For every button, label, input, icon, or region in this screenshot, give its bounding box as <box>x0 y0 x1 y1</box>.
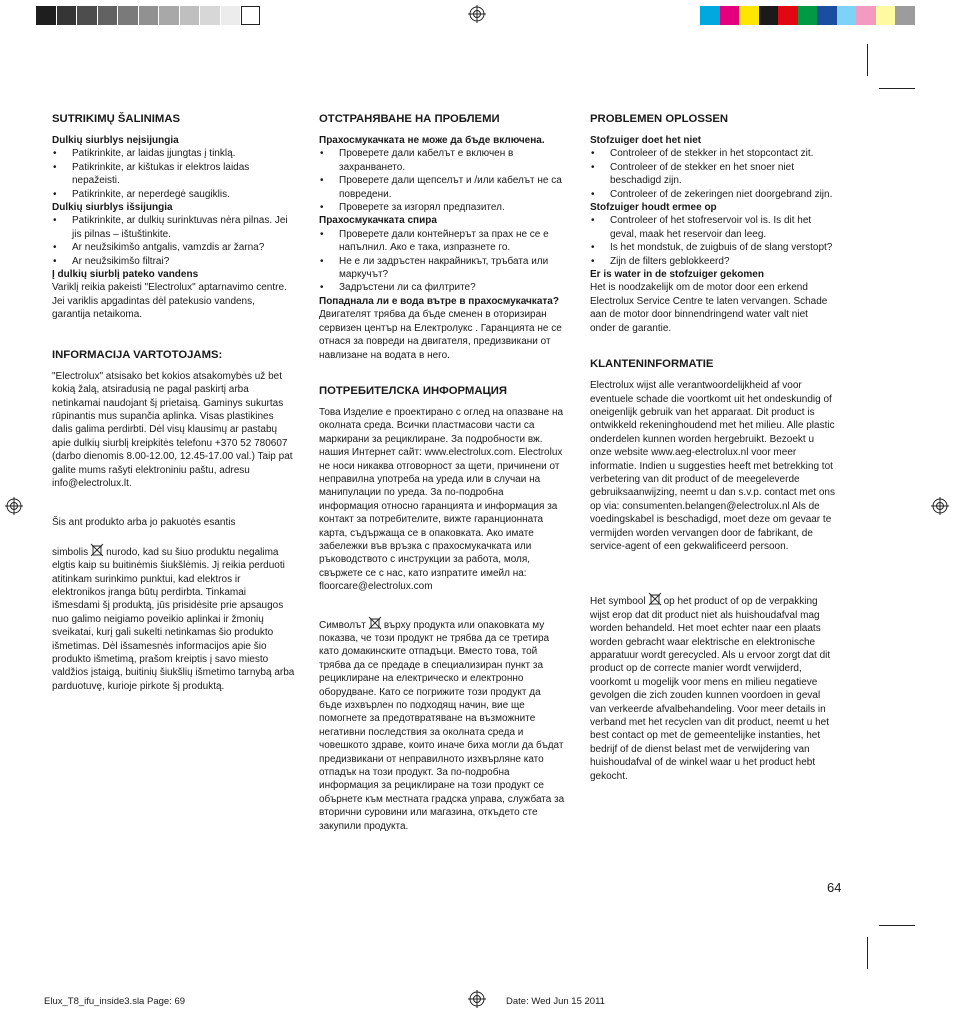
list-item: • Ar neužsikimšo antgalis, vamzdis ar žarna? <box>52 241 296 254</box>
paragraph: Šis ant produkto arba jo pakuotės esantis <box>52 517 236 529</box>
troubleshoot-list <box>319 147 565 214</box>
crossed-bin-icon <box>368 616 382 630</box>
paragraph: Двигателят трябва да бъде сменен в оторизиран сервизен център на Електролукс . Гаранцията не се отнася за повреди на двигателя, предизвикани от навлизане на водата в него. <box>319 309 562 361</box>
color-swatch <box>118 6 139 25</box>
list-item: • Patikrinkite, ar laidas įjungtas į tinklą. <box>52 147 296 160</box>
color-swatch <box>720 6 740 25</box>
grayscale-calibration-bar <box>36 6 260 25</box>
paragraph <box>590 592 836 783</box>
registration-mark-icon <box>5 497 23 515</box>
color-swatch <box>837 6 857 25</box>
paragraph: Het is noodzakelijk om de motor door een erkend Electrolux Service Centre te laten vervangen. Schade aan de motor door binnendringend water valt niet onder de garantie. <box>590 282 828 334</box>
list-item: • Не е ли задръстен накрайникът, тръбата или маркучът? <box>319 255 565 282</box>
subsection-heading: Dulkių siurblys išsijungia <box>52 202 173 214</box>
color-swatch <box>139 6 160 25</box>
color-swatch <box>759 6 779 25</box>
column-bulgarian <box>319 112 565 833</box>
list-item: • Проверете дали щепселът и /или кабелът не са повредени. <box>319 174 565 201</box>
symbol-text: върху продукта или опаковката му показва, че този продукт не трябва да се третира като домакинските отпадъци. Вместо това, той трябва да се предаде в специализиран пункт за рециклиране на електрическо и електронно оборудване. Като се погрижите този продукт да бъде изхвърлен по подходящ начин, вие ще помогнете за предотвратяване на възможните негативни последствия за околната среда и човешкото здраве, които иначе биха могли да бъдат предизвикани от неправилното изхвърляне като отпадък на този продукт. За по-подробна информация за рециклиране на този продукт се обърнете към местната градска управа, службата за вторични суровини или магазина, откъдето сте закупили продукта. <box>319 619 565 832</box>
subsection-heading: Į dulkių siurblį pateko vandens <box>52 269 199 281</box>
color-swatch <box>876 6 896 25</box>
list-item: • Controleer of de stekker in het stopcontact zit. <box>590 147 836 160</box>
color-calibration-bar <box>700 6 915 25</box>
crossed-bin-icon <box>648 592 662 606</box>
paragraph: Variklį reikia pakeisti "Electrolux" aptarnavimo centre. Jei variklis apgadintas dėl patekusio vandens, garantija netaikoma. <box>52 282 287 321</box>
crop-mark <box>867 44 868 76</box>
symbol-text: Het symbool <box>590 596 646 608</box>
color-swatch <box>200 6 221 25</box>
paragraph <box>52 543 296 693</box>
page-number: 64 <box>827 880 842 895</box>
crop-mark <box>879 88 915 89</box>
footer-date: Date: Wed Jun 15 2011 <box>506 996 605 1007</box>
color-swatch <box>241 6 260 25</box>
subsection-heading: Прахосмукачката не може да бъде включена. <box>319 135 545 146</box>
troubleshoot-list <box>319 228 565 295</box>
section-title: INFORMACIJA VARTOTOJAMS: <box>52 348 223 361</box>
troubleshoot-list <box>590 147 836 201</box>
subsection-heading: Stofzuiger houdt ermee op <box>590 202 717 214</box>
crop-mark <box>879 925 915 926</box>
list-item: • Controleer of de zekeringen niet doorgebrand zijn. <box>590 188 836 201</box>
color-swatch <box>817 6 837 25</box>
crossed-bin-icon <box>90 543 104 557</box>
symbol-text: op het product of op de verpakking wijst erop dat dit product niet als huishoudafval mag worden behandeld. Het moet echter naar een plaats worden gebracht waar elektrische en elektronische apparatuur wordt gerecycled. Als u ervoor zorgt dat dit product op de correcte manier wordt verwijderd, voorkomt u mogelijk voor mens en milieu negatieve gevolgen die zich zouden kunnen voordoen in geval van verkeerde afvalbehandeling. Voor meer details in verband met het recyclen van dit product, neemt u het best contact op met de gemeentelijke instanties, het bedrijf of de dienst belast met de verwijdering van huishoudafval of de winkel waar u het product hebt gekocht. <box>590 596 831 782</box>
subsection-heading: Dulkių siurblys neįsijungia <box>52 135 179 146</box>
paragraph: Electrolux wijst alle verantwoordelijkheid af voor eventuele schade die voortkomt uit het ondeskundig of oneigenlijk gebruik van het apparaat. Dit product is ontwikkeld rekeninghoudend met het milieu. Alle plastic onderdelen kunnen worden hergebruikt. Bezoekt u onze website www.aeg-electrolux.nl voor meer informatie. Indien u suggesties heeft met betrekking tot verbetering van dit product of de meegeleverde gebruiksaanwijzing, neemt u dan s.v.p. contact met ons op via: consumenten.belangen@electrolux.nl Als de voedingskabel is beschadigd, moet deze om gevaar te vermijden worden vervangen door de fabrikant, de service-agent of een gekwalificeerd persoon. <box>590 380 835 552</box>
list-item: • Controleer of het stofreservoir vol is. Is dit het geval, maak het reservoir dan leeg. <box>590 214 836 241</box>
list-item: • Zijn de filters geblokkeerd? <box>590 255 836 268</box>
registration-mark-icon <box>931 497 949 515</box>
troubleshoot-list <box>52 147 296 201</box>
subsection-heading: Прахосмукачката спира <box>319 215 437 227</box>
paragraph: "Electrolux" atsisako bet kokios atsakomybės už bet kokią žalą, atsiradusią ne pagal paskirtį arba netinkamai naudojant šį prietaisą. Gaminys sukurtas rūpinantis mus supančia aplinka. Visas plastikines dalis galima perdirbti. Dėl visų klausimų ar pastabų apie dulkių siurblį kreipkitės telefonu +370 52 780607 (darbo dienomis 8.00-12.00, 12.45-17.00 val.) Taip pat galite mums rašyti elektroniniu paštu, adresu info@electrolux.lt. <box>52 370 293 489</box>
paragraph <box>319 616 565 834</box>
footer-file-info: Elux_T8_ifu_inside3.sla Page: 69 <box>44 996 186 1007</box>
color-swatch <box>221 6 242 25</box>
list-item: • Проверете дали кабелът е включен в захранването. <box>319 147 565 174</box>
list-item: • Patikrinkite, ar kištukas ir elektros laidas nepažeisti. <box>52 161 296 188</box>
list-item: • Проверете дали контейнерът за прах не се е напълнил. Ако е така, изпразнете го. <box>319 228 565 255</box>
color-swatch <box>159 6 180 25</box>
symbol-text: Символът <box>319 619 366 631</box>
color-swatch <box>180 6 201 25</box>
subsection-heading: Попаднала ли е вода вътре в прахосмукачката? <box>319 295 559 307</box>
color-swatch <box>798 6 818 25</box>
registration-mark-icon <box>468 5 486 23</box>
color-swatch <box>895 6 915 25</box>
symbol-text: nurodo, kad su šiuo produktu negalima elgtis kaip su buitinėmis šiukšlėmis. Jį reikia perduoti atitinkam surinkimo punktui, kad elektros ir elektronikos įranga būtų perdirbta. Tinkamai išmesdami šį produktą, jūs prisidėsite prie apsaugos nuo galimo neigiamo poveikio aplinkai ir žmonių sveikatai, kurį gali sukelti netinkamas šio produkto išmetimas. Dėl išsamesnės informacijos apie šio produkto išmetimą, prašom kreiptis į savo miesto valdžios įstaigą, buitinių šiukšlių išmetimo tarnybą arba parduotuvę, kurioje pirkote šį produktą. <box>52 546 295 692</box>
registration-mark-icon <box>468 990 486 1008</box>
color-swatch <box>77 6 98 25</box>
subsection-heading: Stofzuiger doet het niet <box>590 135 702 146</box>
paragraph: Това Изделие е проектирано с оглед на опазване на околната среда. Всички пластмасови части са маркирани за рециклиране. За подробности вж. нашия Интернет сайт: www.electrolux.com. Electrolux не носи никаква отговорност за щети, причинени от неправилна употреба на уреда или в случаи на манипулации по уреда. За по-подробна информация относно гаранцията и информация за контакт за потребителите, вижте гаранционната карта, съдържаща се в опаковката. Ако имате забележки във връзка с прахосмукачката или ръководството с инструкции за работа, моля, свържете се с нас, като изпратите имейл на: floorcare@electrolux.com <box>319 406 564 593</box>
color-swatch <box>778 6 798 25</box>
column-dutch <box>590 112 836 783</box>
color-swatch <box>700 6 720 25</box>
list-item: • Ar neužsikimšo filtrai? <box>52 255 296 268</box>
section-title: KLANTENINFORMATIE <box>590 358 714 371</box>
list-item: • Patikrinkite, ar neperdegė saugiklis. <box>52 188 296 201</box>
list-item: • Patikrinkite, ar dulkių surinktuvas nėra pilnas. Jei jis pilnas – ištuštinkite. <box>52 214 296 241</box>
list-item: • Is het mondstuk, de zuigbuis of de slang verstopt? <box>590 241 836 254</box>
troubleshoot-list <box>52 214 296 268</box>
color-swatch <box>739 6 759 25</box>
list-item: • Controleer of de stekker en het snoer niet beschadigd zijn. <box>590 161 836 188</box>
section-title: PROBLEMEN OPLOSSEN <box>590 113 729 125</box>
list-item: • Задръстени ли са филтрите? <box>319 281 565 294</box>
color-swatch <box>36 6 57 25</box>
section-title: SUTRIKIMŲ ŠALINIMAS <box>52 113 181 125</box>
column-lithuanian <box>52 112 296 693</box>
color-swatch <box>98 6 119 25</box>
crop-mark <box>867 937 868 969</box>
color-swatch <box>57 6 78 25</box>
symbol-text: simbolis <box>52 546 89 558</box>
troubleshoot-list <box>590 214 836 268</box>
list-item: • Проверете за изгорял предпазител. <box>319 201 565 214</box>
section-title: ОТСТРАНЯВАНЕ НА ПРОБЛЕМИ <box>319 113 500 125</box>
color-swatch <box>856 6 876 25</box>
subsection-heading: Er is water in de stofzuiger gekomen <box>590 269 764 281</box>
section-title: ПОТРЕБИТЕЛСКА ИНФОРМАЦИЯ <box>319 384 507 397</box>
